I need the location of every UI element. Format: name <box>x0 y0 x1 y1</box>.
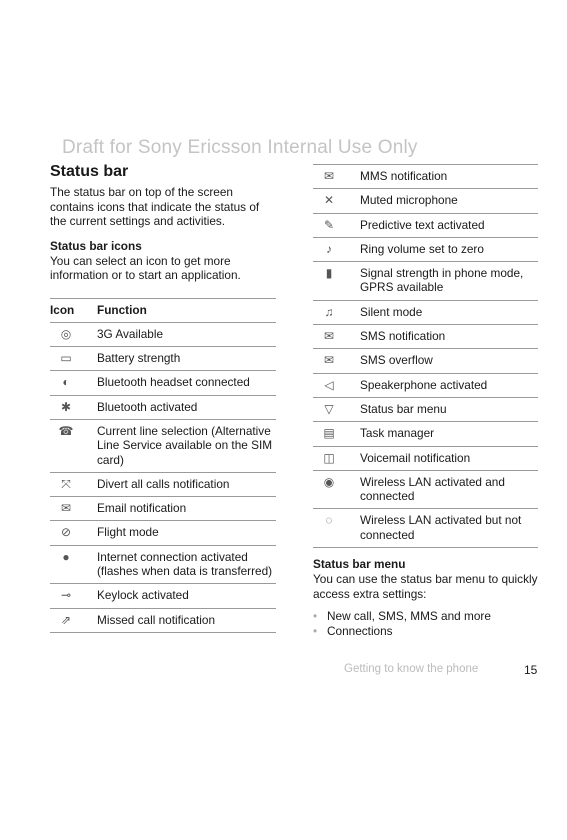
icon-cell <box>50 419 97 472</box>
table-row <box>50 472 276 496</box>
function-text: Missed call notification <box>97 608 276 632</box>
icon-cell <box>313 325 360 349</box>
icon-cell <box>50 347 97 371</box>
list-item <box>313 609 538 624</box>
keylock-icon: ⊸ <box>60 588 72 603</box>
table-row <box>313 300 538 324</box>
3g-icon: ◎ <box>60 326 72 341</box>
sms-icon: ✉ <box>323 329 335 344</box>
list-item <box>313 624 538 639</box>
table-row <box>313 422 538 446</box>
function-text: SMS overflow <box>360 349 538 373</box>
right-column <box>313 164 538 638</box>
ring-zero-icon: ♪ <box>326 241 332 256</box>
table-row <box>50 521 276 545</box>
bullet-text: Connections <box>327 623 393 638</box>
icon-cell <box>313 509 360 548</box>
icon-cell <box>313 349 360 373</box>
predictive-text-icon: ✎ <box>323 217 335 232</box>
table-row <box>50 322 276 346</box>
table-row <box>50 584 276 608</box>
function-text: Speakerphone activated <box>360 373 538 397</box>
table-row <box>50 347 276 371</box>
function-text: Wireless LAN activated but not connected <box>360 509 538 548</box>
divert-calls-icon: ⤧ <box>61 476 71 491</box>
speakerphone-icon: ◁ <box>324 377 334 392</box>
page-number: 15 <box>524 663 538 677</box>
sms-overflow-icon: ✉ <box>323 353 335 368</box>
email-icon: ✉ <box>60 501 72 516</box>
function-text: Status bar menu <box>360 397 538 421</box>
task-manager-icon: ▤ <box>323 426 335 441</box>
table-row <box>313 470 538 509</box>
icon-cell <box>313 262 360 301</box>
icon-cell <box>313 300 360 324</box>
table-row <box>313 189 538 213</box>
bluetooth-icon: ✱ <box>60 399 72 414</box>
function-text: Voicemail notification <box>360 446 538 470</box>
wlan-not-connected-icon: ◌ <box>325 513 333 528</box>
function-text: Battery strength <box>97 347 276 371</box>
table-row <box>313 325 538 349</box>
icon-cell <box>50 521 97 545</box>
table-row <box>313 262 538 301</box>
flight-mode-icon: ⊘ <box>60 525 72 540</box>
icon-table-continued <box>313 164 538 548</box>
function-text: Divert all calls notification <box>97 472 276 496</box>
page-title: Status bar <box>50 163 129 180</box>
function-text: Email notification <box>97 497 276 521</box>
function-text: Task manager <box>360 422 538 446</box>
table-row <box>50 497 276 521</box>
function-text: MMS notification <box>360 165 538 189</box>
voicemail-icon: ◫ <box>323 450 335 465</box>
internet-icon: ● <box>62 549 70 564</box>
table-row <box>50 395 276 419</box>
function-text: Muted microphone <box>360 189 538 213</box>
icon-cell <box>313 237 360 261</box>
table-row <box>313 509 538 548</box>
icon-cell <box>50 322 97 346</box>
line-selection-icon: ☎ <box>58 423 74 438</box>
function-text: SMS notification <box>360 325 538 349</box>
function-text: Keylock activated <box>97 584 276 608</box>
function-text: Ring volume set to zero <box>360 237 538 261</box>
table-header-row <box>50 299 276 323</box>
muted-mic-icon: ✕ <box>323 193 335 208</box>
watermark: Draft for Sony Ericsson Internal Use Only <box>62 137 418 158</box>
icon-cell <box>313 470 360 509</box>
table-row <box>50 371 276 395</box>
status-bar-menu-intro: You can use the status bar menu to quickly access extra settings: <box>313 572 538 601</box>
status-menu-icon: ▽ <box>324 401 334 416</box>
table-row <box>313 373 538 397</box>
icon-cell <box>313 397 360 421</box>
table-row <box>50 608 276 632</box>
table-row <box>313 213 538 237</box>
table-row <box>313 349 538 373</box>
icon-cell <box>50 395 97 419</box>
silent-mode-icon: ♫ <box>324 304 334 319</box>
function-column-header: Function <box>97 299 276 323</box>
icon-cell <box>50 497 97 521</box>
function-text: Predictive text activated <box>360 213 538 237</box>
icon-cell <box>313 422 360 446</box>
status-bar-intro: The status bar on top of the screen contains icons that indicate the status of the current settings and activities. <box>50 185 260 228</box>
bullet-text: New call, SMS, MMS and more <box>327 609 491 624</box>
icon-table <box>50 299 276 633</box>
icon-column-header: Icon <box>50 299 97 323</box>
function-text: Silent mode <box>360 300 538 324</box>
icon-cell <box>50 608 97 632</box>
signal-gprs-icon: ▮ <box>325 266 333 281</box>
icon-cell <box>313 189 360 213</box>
function-text: Flight mode <box>97 521 276 545</box>
icon-cell <box>50 545 97 584</box>
table-row <box>313 237 538 261</box>
table-row <box>50 419 276 472</box>
function-text: Signal strength in phone mode, GPRS available <box>360 262 538 301</box>
icon-cell <box>50 584 97 608</box>
icon-cell <box>313 213 360 237</box>
battery-icon: ▭ <box>60 351 72 366</box>
icon-cell <box>313 165 360 189</box>
icon-cell <box>313 373 360 397</box>
status-bar-icons-heading: Status bar icons <box>50 238 142 253</box>
table-row <box>313 397 538 421</box>
function-text: Current line selection (Alternative Line Service available on the SIM card) <box>97 419 276 472</box>
icon-cell <box>50 472 97 496</box>
function-text: Bluetooth headset connected <box>97 371 276 395</box>
function-text: Wireless LAN activated and connected <box>360 470 538 509</box>
status-bar-icons-intro: You can select an icon to get more information or to start an application. <box>50 253 241 282</box>
function-text: Bluetooth activated <box>97 395 276 419</box>
table-row <box>50 545 276 584</box>
function-text: Internet connection activated (flashes when data is transferred) <box>97 545 276 584</box>
table-row <box>313 446 538 470</box>
status-bar-menu-heading: Status bar menu <box>313 557 406 572</box>
menu-bullet-list <box>313 609 538 638</box>
icon-cell <box>50 371 97 395</box>
footer-section-title: Getting to know the phone <box>344 663 479 675</box>
bluetooth-headset-icon: ◐ <box>62 375 70 390</box>
table-row <box>313 165 538 189</box>
wlan-connected-icon: ◉ <box>323 474 335 489</box>
left-column <box>50 162 276 633</box>
function-text: 3G Available <box>97 322 276 346</box>
icon-cell <box>313 446 360 470</box>
missed-call-icon: ⇗ <box>60 612 72 627</box>
bullet-icon: • <box>313 623 318 638</box>
bullet-icon: • <box>313 609 318 624</box>
mms-icon: ✉ <box>323 169 335 183</box>
